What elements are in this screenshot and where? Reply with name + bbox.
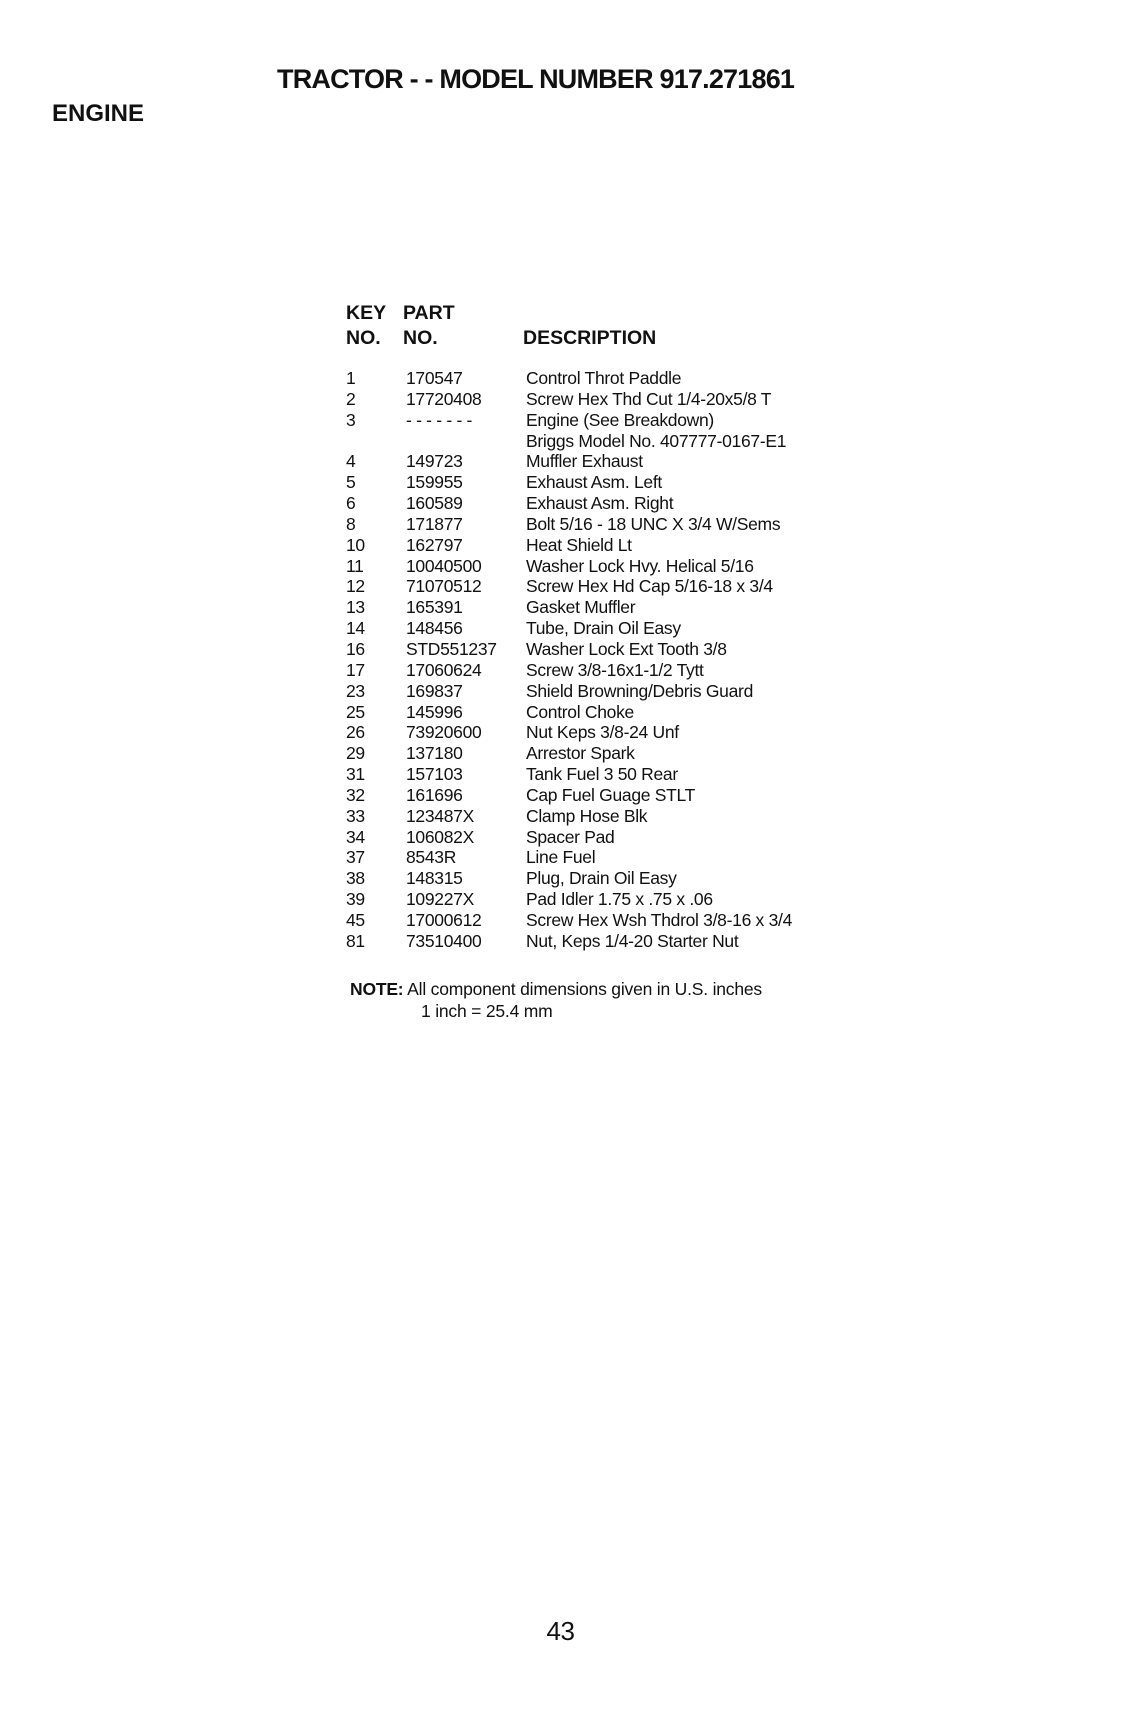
table-row: [346, 472, 866, 493]
description-cell: Washer Lock Ext Tooth 3/8: [526, 638, 727, 659]
table-row: [346, 722, 866, 743]
note-label: NOTE:: [350, 979, 404, 999]
description-cell: Nut, Keps 1/4-20 Starter Nut: [526, 930, 739, 951]
part-no-cell: 170547: [406, 368, 463, 388]
part-no-cell: 160589: [406, 493, 463, 514]
parts-rows: [346, 368, 866, 952]
table-row: [346, 431, 866, 452]
key-no-cell: 39: [346, 889, 365, 910]
key-no-cell: 17: [346, 659, 365, 680]
description-cell: Tank Fuel 3 50 Rear: [526, 764, 678, 785]
description-cell: Exhaust Asm. Left: [526, 472, 662, 493]
description-cell: Bolt 5/16 - 18 UNC X 3/4 W/Sems: [526, 513, 781, 534]
table-row: [346, 681, 866, 702]
description-cell: Control Choke: [526, 701, 634, 722]
part-no-cell: 149723: [406, 451, 463, 472]
part-no-cell: 157103: [406, 764, 463, 785]
key-no-cell: 11: [346, 555, 364, 576]
table-row: [346, 639, 866, 660]
description-cell: Shield Browning/Debris Guard: [526, 680, 753, 701]
note-line1: [350, 978, 762, 1000]
description-cell: Pad Idler 1.75 x .75 x .06: [526, 889, 713, 910]
table-row: [346, 764, 866, 785]
part-no-cell: 148315: [406, 868, 463, 889]
table-row: [346, 514, 866, 535]
key-no-cell: 25: [346, 701, 365, 722]
table-row: [346, 827, 866, 848]
key-no-cell: 10: [346, 534, 365, 555]
key-no-cell: 13: [346, 597, 365, 618]
table-row: [346, 576, 866, 597]
table-row: [346, 868, 866, 889]
part-no-cell: 123487X: [406, 805, 474, 826]
part-no-cell: 169837: [406, 680, 463, 701]
table-row: [346, 889, 866, 910]
key-no-cell: 16: [346, 638, 365, 659]
table-row: [346, 847, 866, 868]
part-no-cell: 106082X: [406, 826, 474, 847]
part-no-cell: 73920600: [406, 722, 482, 743]
key-no-cell: 37: [346, 847, 365, 868]
description-cell: Line Fuel: [526, 847, 596, 868]
key-no-cell: 31: [346, 764, 365, 785]
part-no-cell: 73510400: [406, 930, 482, 951]
table-row: [346, 410, 866, 431]
table-row: [346, 785, 866, 806]
key-no-cell: 1: [346, 368, 356, 388]
description-cell: Nut Keps 3/8-24 Unf: [526, 722, 679, 743]
table-row: [346, 743, 866, 764]
part-no-cell: 162797: [406, 534, 463, 555]
description-cell: Arrestor Spark: [526, 743, 635, 764]
key-no-cell: 12: [346, 576, 365, 597]
description-cell: Briggs Model No. 407777-0167-E1: [526, 430, 787, 451]
page-number: 43: [546, 1616, 575, 1646]
parts-table: [346, 302, 866, 952]
table-row: [346, 493, 866, 514]
section-title: ENGINE: [52, 100, 145, 127]
part-no-cell: 148456: [406, 618, 463, 639]
part-no-cell: 159955: [406, 472, 463, 493]
description-cell: Plug, Drain Oil Easy: [526, 868, 677, 889]
description-cell: Exhaust Asm. Right: [526, 493, 674, 514]
key-no-cell: 2: [346, 388, 356, 409]
note: [350, 978, 762, 1022]
key-no-cell: 26: [346, 722, 365, 743]
key-no-cell: 14: [346, 618, 365, 639]
key-no-cell: 6: [346, 493, 356, 514]
description-cell: Screw Hex Thd Cut 1/4-20x5/8 T: [526, 388, 772, 409]
description-cell: Screw 3/8-16x1-1/2 Tytt: [526, 659, 704, 680]
part-no-cell: 17720408: [406, 388, 482, 409]
note-text: All component dimensions given in U.S. inches: [407, 979, 762, 999]
part-no-cell: 109227X: [406, 889, 474, 910]
key-no-cell: 38: [346, 868, 365, 889]
part-no-cell: - - - - - - -: [406, 409, 473, 430]
description-cell: Tube, Drain Oil Easy: [526, 618, 681, 639]
table-row: [346, 556, 866, 577]
table-row: [346, 618, 866, 639]
header-description: DESCRIPTION: [523, 327, 657, 349]
description-cell: Spacer Pad: [526, 826, 615, 847]
description-cell: Heat Shield Lt: [526, 534, 632, 555]
table-row: [346, 535, 866, 556]
table-row: [346, 910, 866, 931]
description-cell: Clamp Hose Blk: [526, 805, 648, 826]
table-row: [346, 451, 866, 472]
key-no-cell: 23: [346, 680, 365, 701]
part-no-cell: 8543R: [406, 847, 457, 868]
header-key-line2: NO.: [346, 327, 381, 349]
part-no-cell: STD551237: [406, 638, 497, 659]
part-no-cell: 165391: [406, 597, 463, 618]
key-no-cell: 45: [346, 909, 365, 930]
table-row: [346, 806, 866, 827]
description-cell: Muffler Exhaust: [526, 451, 643, 472]
key-no-cell: 29: [346, 743, 365, 764]
description-cell: Engine (See Breakdown): [526, 409, 714, 430]
table-row: [346, 660, 866, 681]
key-no-cell: 5: [346, 472, 356, 493]
description-cell: Cap Fuel Guage STLT: [526, 784, 696, 805]
table-row: [346, 389, 866, 410]
table-row: [346, 931, 866, 952]
key-no-cell: 4: [346, 451, 356, 472]
note-line2: 1 inch = 25.4 mm: [421, 1001, 553, 1021]
description-cell: Screw Hex Wsh Thdrol 3/8-16 x 3/4: [526, 909, 792, 930]
table-header: [346, 302, 866, 354]
key-no-cell: 32: [346, 784, 365, 805]
description-cell: Gasket Muffler: [526, 597, 636, 618]
part-no-cell: 17060624: [406, 659, 482, 680]
description-cell: Control Throt Paddle: [526, 368, 682, 388]
part-no-cell: 137180: [406, 743, 463, 764]
table-row: [346, 702, 866, 723]
header-part-line1: PART: [403, 302, 455, 324]
part-no-cell: 71070512: [406, 576, 482, 597]
table-row: [346, 368, 866, 389]
table-row: [346, 597, 866, 618]
key-no-cell: 33: [346, 805, 365, 826]
description-cell: Screw Hex Hd Cap 5/16-18 x 3/4: [526, 576, 773, 597]
page-title: TRACTOR - - MODEL NUMBER 917.271861: [277, 64, 795, 94]
description-cell: Washer Lock Hvy. Helical 5/16: [526, 555, 754, 576]
header-part-line2: NO.: [403, 327, 438, 349]
part-no-cell: 10040500: [406, 555, 482, 576]
key-no-cell: 81: [346, 930, 365, 951]
key-no-cell: 34: [346, 826, 365, 847]
part-no-cell: 145996: [406, 701, 463, 722]
part-no-cell: 161696: [406, 784, 463, 805]
part-no-cell: 17000612: [406, 909, 482, 930]
header-key-line1: KEY: [346, 302, 387, 324]
key-no-cell: 3: [346, 409, 356, 430]
key-no-cell: 8: [346, 513, 356, 534]
part-no-cell: 171877: [406, 513, 463, 534]
